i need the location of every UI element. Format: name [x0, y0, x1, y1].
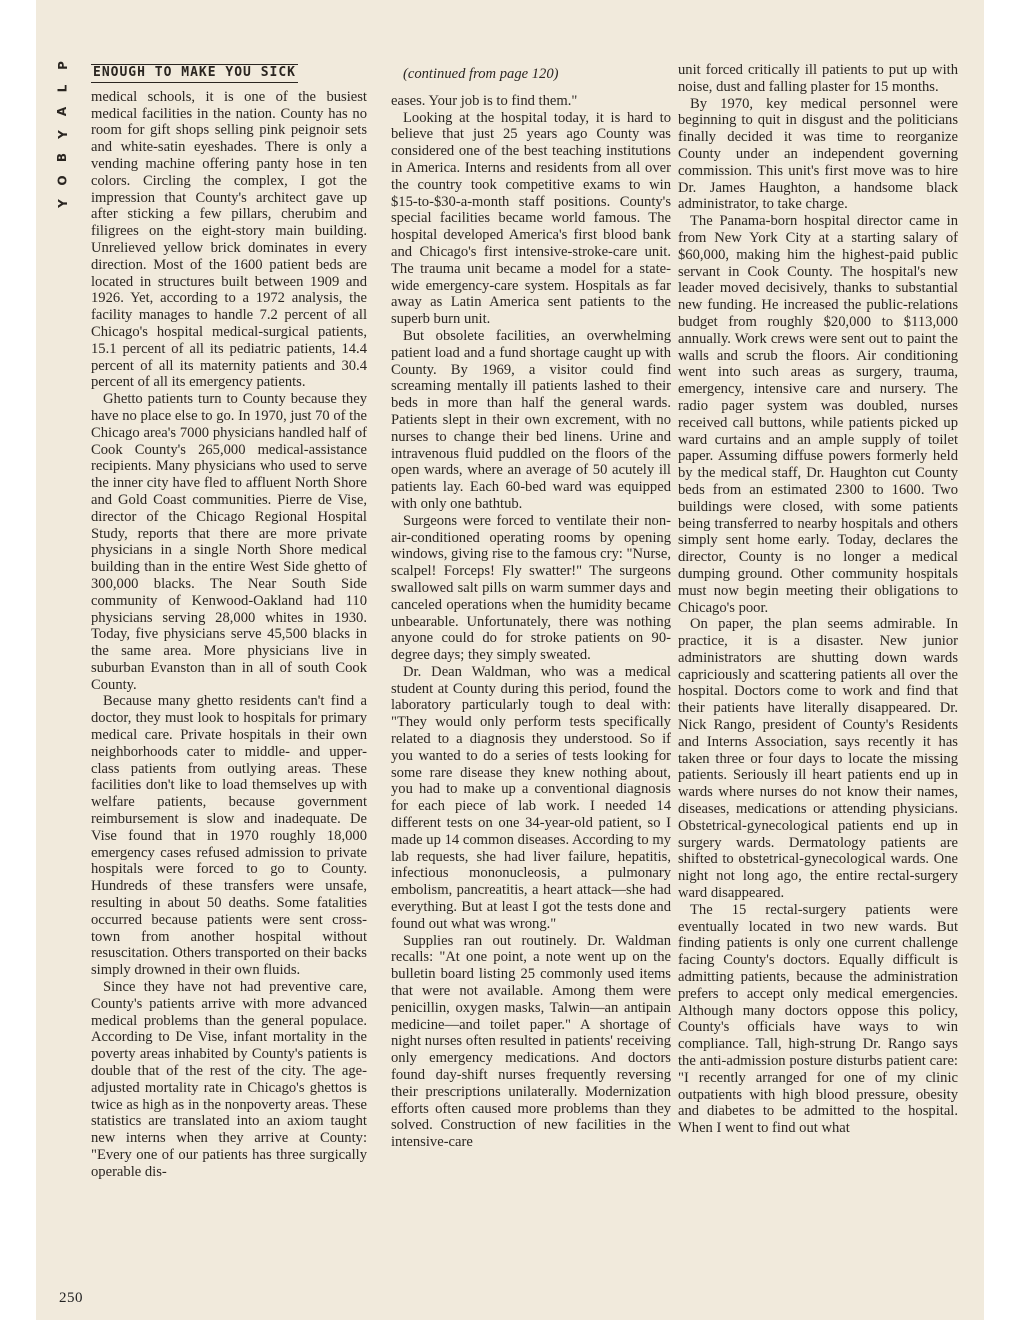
- continued-from-note: (continued from page 120): [403, 66, 559, 82]
- column-1: [91, 62, 367, 1181]
- magazine-name-letter: L: [55, 84, 70, 93]
- section-heading: ENOUGH TO MAKE YOU SICK: [91, 64, 298, 83]
- paragraph: Supplies ran out routinely. Dr. Waldman recalls: "At one point, a note went up on the bulletin board listing 25 commonly used items that were not available. Among them were penicillin, oxygen masks, Talwin—an antipain medicine—and toilet paper." A shortage of night nurses often resulted in patients' receiving only emergency medications. And doctors found day-shift nurses frequently reversing their prescriptions unilaterally. Modernization efforts often caused more problems than they solved. Construction of new facilities in the intensive-care: [391, 932, 671, 1151]
- paragraph: eases. Your job is to find them.": [391, 92, 578, 109]
- magazine-name-letter: B: [55, 152, 70, 163]
- magazine-name-letter: Y: [55, 130, 70, 139]
- paragraph: The Panama-born hospital director came in from New York City at a starting salary of $60,000, making him the highest-paid public servant in Cook County. The hospital's new leader moved decisively, thanks to substantial new funding. He increased the public-relations budget from roughly $20,000 to $113,000 annually. Work crews were sent out to paint the walls and scrub the floors. Air conditioning went into such areas as surgery, trauma, emergency, intensive care and nursery. The radio pager system was doubled, nurses received call buttons, while patients picked up ward curtains and an ample supply of toilet paper. Assuming diffuse powers formerly held by the medical staff, Dr. Haughton cut County beds from an estimated 2300 to 1600. Two buildings were closed, with some patients being transferred to nearby hospitals and others simply sent home early. Today, declares the director, County is no longer a medical dumping ground. Other community hospitals must now begin meeting their obligations to Chicago's poor.: [678, 213, 958, 616]
- column-3: [678, 62, 958, 1137]
- magazine-name-letter: A: [55, 106, 70, 117]
- paragraph: Since they have not had preventive care, County's patients arrive with more advanced medical problems than the general populace. According to De Vise, infant mortality in the poverty areas inhabited by County's patients is double that of the rest of the city. The age-adjusted mortality rate in Chicago's ghettos is twice as high as in the nonpoverty areas. These statistics are translated into an axiom taught new interns when they arrive at County: "Every one of our patients has three surgically operable dis-: [91, 979, 367, 1180]
- paragraph: On paper, the plan seems admirable. In practice, it is a disaster. New junior administrators are shutting down wards capriciously and scattering patients all over the hospital. Doctors come to work and find that their patients have literally disappeared. Dr. Nick Rango, president of County's Residents and Interns Association, says recently it has taken three or four days to locate the missing patients. Seriously ill heart patients end up in wards where nurses do not know their names, diseases, medications or attending physicians. Obstetrical-gynecological patients end up in surgery wards. Dermatology patients are shifted to obstetrical-gynecological wards. One night not long ago, the entire rectal-surgery ward disappeared.: [678, 616, 958, 902]
- paragraph: The 15 rectal-surgery patients were eventually located in two new wards. But finding patients is only one current challenge facing County's doctors. Equally difficult is admitting patients, because the administration prefers to accept only medical emergencies. Although many doctors oppose this policy, County's officials have ways to win compliance. Tall, high-strung Dr. Rango says the anti-admission posture disturbs patient care: "I recently arranged for one of my clinic outpatients with high blood pressure, obesity and diabetes to be admitted to the hospital. When I went to find out what: [678, 901, 958, 1137]
- magazine-name-letter: P: [55, 61, 70, 70]
- page-number: 250: [59, 1290, 83, 1306]
- paragraph: unit forced critically ill patients to put up with noise, dust and falling plaster for 15 months.: [678, 62, 958, 95]
- paragraph: Looking at the hospital today, it is hard to believe that just 25 years ago County was considered one of the best teaching institutions in America. Interns and residents from all over the country took competitive exams to win $15-to-$30-a-month staff positions. County's special facilities became world famous. The hospital developed America's first blood bank and Chicago's first intensive-stroke-care unit. The trauma unit became a model for a state-wide emergency-care system. Hospitals as far away as Latin America sent patients to the superb burn unit.: [391, 109, 671, 328]
- magazine-name-vertical: [54, 54, 72, 215]
- paragraph: Dr. Dean Waldman, who was a medical student at County during this period, found the laboratory particularly tough to deal with: "They would only perform tests specifically related to a diagnosis they understood. So if you wanted to do a series of tests looking for some rare disease they knew nothing about, you had to make up a conventional diagnosis for each piece of lab work. I needed 14 different tests on one 34-year-old patient, so I made up 14 common diseases. According to my lab requests, she had liver failure, hepatitis, infectious mononucleosis, a pulmonary embolism, pancreatitis, a heart attack—she had everything. But at least I got the tests done and found out what was wrong.": [391, 663, 671, 932]
- magazine-name-letter: O: [55, 175, 70, 186]
- column-2: [391, 62, 671, 1151]
- magazine-name-letter: Y: [55, 199, 70, 208]
- magazine-page: [36, 0, 984, 1320]
- paragraph: By 1970, key medical personnel were beginning to quit in disgust and the politicians finally decided it was time to reorganize County under an independent governing commission. This unit's first move was to hire Dr. James Haughton, a handsome black administrator, to take charge.: [678, 95, 958, 213]
- paragraph: medical schools, it is one of the busiest medical facilities in the nation. County has no room for gift shops selling pink peignoir sets and white-satin eyeshades. There is only a vending machine offering panty hose in ten colors. Circling the complex, I got the impression that County's architect gave up after sticking a few pillars, cherubim and filigrees on the eight-story main building. Unrelieved yellow brick dominates in every direction. Most of the 1600 patient beds are located in structures built between 1909 and 1926. Yet, according to a 1972 analysis, the facility manages to handle 7.2 percent of all Chicago's hospital medical-surgical patients, 15.1 percent of all its pediatric patients, 14.4 percent of all its maternity patients and 30.4 percent of all its emergency patients.: [91, 88, 367, 391]
- paragraph: Ghetto patients turn to County because they have no place else to go. In 1970, just 70 of the Chicago area's 7000 physicians handled half of Cook County's 265,000 medical-assistance recipients. Many physicians who used to serve the inner city have fled to affluent North Shore and Gold Coast communities. Pierre de Vise, director of the Chicago Regional Hospital Study, reports that there are more private physicians in a single North Shore medical building than in the entire West Side ghetto of 300,000 blacks. The Near South Side community of Kenwood-Oakland had 110 physicians serving 28,000 whites in 1930. Today, five physicians serve 45,500 blacks in the same area. More physicians live in suburban Evanston than in all of south Cook County.: [91, 391, 367, 693]
- paragraph: Because many ghetto residents can't find a doctor, they must look to hospitals for primary medical care. Private hospitals in their own neighborhoods cater to middle- and upper-class patients from outlying areas. These facilities don't like to load themselves up with welfare patients, because government reimbursement is slow and inadequate. De Vise found that in 1970 roughly 18,000 emergency cases refused admission to private hospitals were forced to go to County. Hundreds of these transfers were unsafe, resulting in about 50 deaths. Some fatalities occurred because patients were sent cross-town from another hospital without resuscitation. Others transported on their backs simply drowned in their own fluids.: [91, 693, 367, 979]
- paragraph: But obsolete facilities, an overwhelming patient load and a fund shortage caught up with County. By 1969, a visitor could find screaming mentally ill patients lashed to their beds in more than half the general wards. Patients slept in their own excrement, with no nurses to change their bed linens. Urine and intravenous fluid puddled on the floors of the open wards, where an average of 50 acutely ill patients lay. Each 60-bed ward was equipped with only one bathtub.: [391, 327, 671, 512]
- paragraph: Surgeons were forced to ventilate their non-air-conditioned operating rooms by opening windows, giving rise to the famous cry: "Nurse, scalpel! Forceps! Fly swatter!" The surgeons swallowed salt pills on warm summer days and canceled operations when the humidity became unbearable. Unfortunately, there was nothing anyone could do for stroke patients on 90-degree days; they simply sweated.: [391, 512, 671, 664]
